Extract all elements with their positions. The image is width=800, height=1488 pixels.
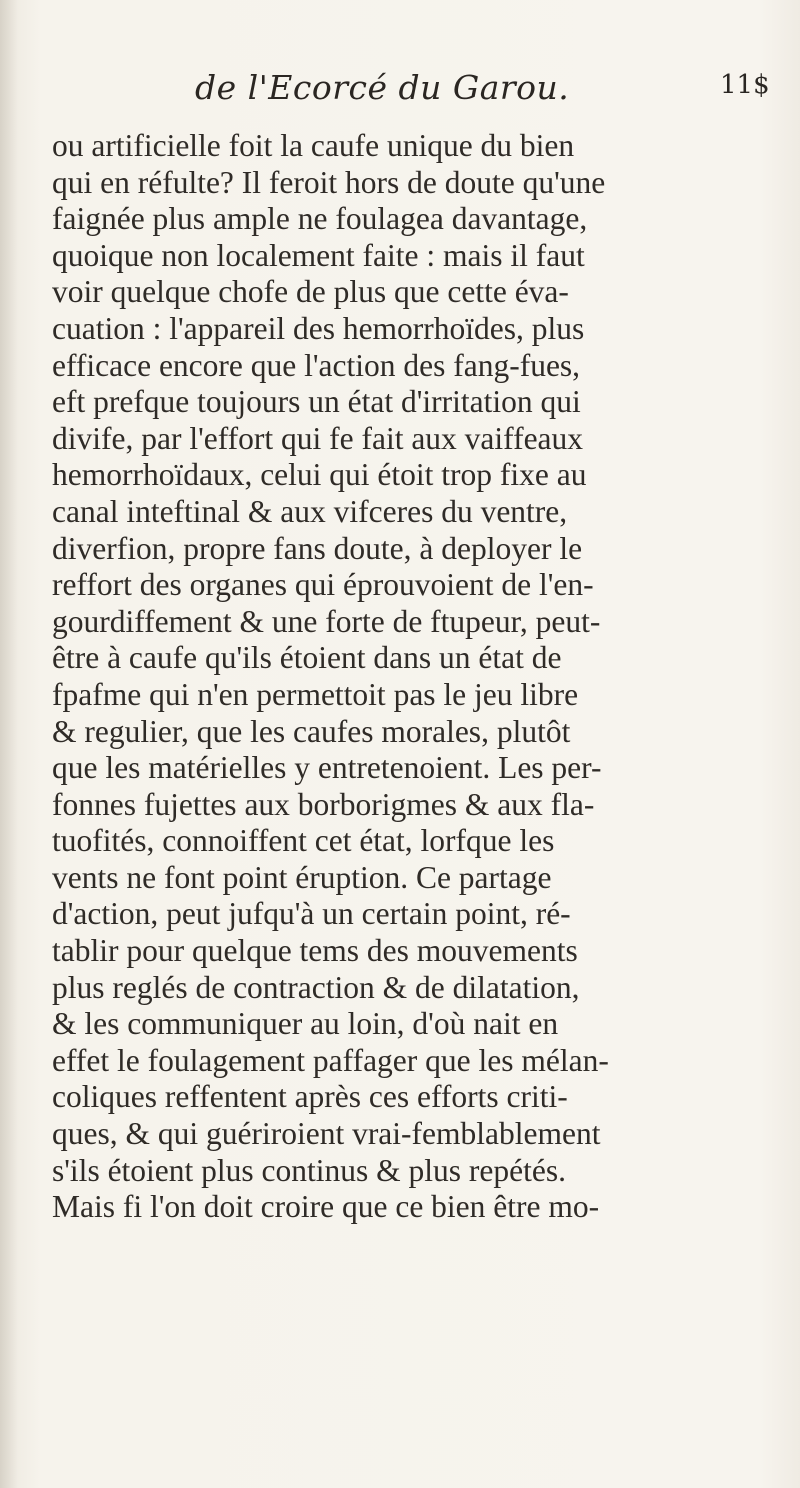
text-line: quoique non localement faite : mais il faut bbox=[52, 237, 585, 273]
text-line: efficace encore que l'action des fang-fues, bbox=[52, 347, 581, 383]
text-line: tablir pour quelque tems des mouvements bbox=[52, 933, 578, 969]
text-line: diverfion, propre fans doute, à deployer le bbox=[52, 530, 583, 566]
text-line: faignée plus ample ne foulagea davantage, bbox=[52, 201, 588, 237]
text-line: voir quelque chofe de plus que cette éva- bbox=[52, 274, 569, 310]
text-line: d'action, peut jufqu'à un certain point, ré- bbox=[52, 896, 571, 932]
running-title: de l'Ecorcé du Garou. bbox=[195, 68, 570, 107]
text-line: être à caufe qu'ils étoient dans un état de bbox=[52, 640, 562, 676]
text-line: vents ne font point éruption. Ce partage bbox=[52, 859, 552, 895]
text-line: qui en réfulte? Il feroit hors de doute qu'une bbox=[52, 164, 606, 200]
text-line: gourdiffement & une forte de ftupeur, peut- bbox=[52, 603, 601, 639]
text-line: tuofités, connoiffent cet état, lorfque les bbox=[52, 823, 555, 859]
text-line: fpafme qui n'en permettoit pas le jeu libre bbox=[52, 676, 579, 712]
page-header bbox=[0, 68, 800, 118]
text-line: plus reglés de contraction & de dilatation, bbox=[52, 969, 580, 1005]
text-line: cuation : l'appareil des hemorrhoïdes, plus bbox=[52, 310, 585, 346]
text-line: ques, & qui guériroient vrai-femblablement bbox=[52, 1116, 601, 1152]
text-line: que les matérielles y entretenoient. Les per- bbox=[52, 750, 602, 786]
text-line: reffort des organes qui éprouvoient de l'en- bbox=[52, 567, 594, 603]
spine-shadow bbox=[0, 0, 18, 1488]
text-line: Mais fi l'on doit croire que ce bien être mo- bbox=[52, 1189, 600, 1225]
text-line: canal inteftinal & aux vifceres du ventre, bbox=[52, 493, 568, 529]
body-text bbox=[52, 128, 782, 1226]
text-line: & regulier, que les caufes morales, plutôt bbox=[52, 713, 571, 749]
text-line: fonnes fujettes aux borborigmes & aux fla- bbox=[52, 786, 595, 822]
text-line: ou artificielle foit la caufe unique du bien bbox=[52, 128, 575, 163]
text-line: divife, par l'effort qui fe fait aux vaiffeaux bbox=[52, 420, 584, 456]
page-number: 11$ bbox=[720, 70, 770, 100]
text-line: eft prefque toujours un état d'irritation qui bbox=[52, 384, 581, 420]
text-line: & les communiquer au loin, d'où nait en bbox=[52, 1006, 559, 1042]
text-line: effet le foulagement paffager que les mélan- bbox=[52, 1042, 609, 1078]
text-line: hemorrhoïdaux, celui qui étoit trop fixe au bbox=[52, 457, 587, 493]
text-line: s'ils étoient plus continus & plus repétés. bbox=[52, 1152, 566, 1188]
text-line: coliques reffentent après ces efforts criti- bbox=[52, 1079, 568, 1115]
